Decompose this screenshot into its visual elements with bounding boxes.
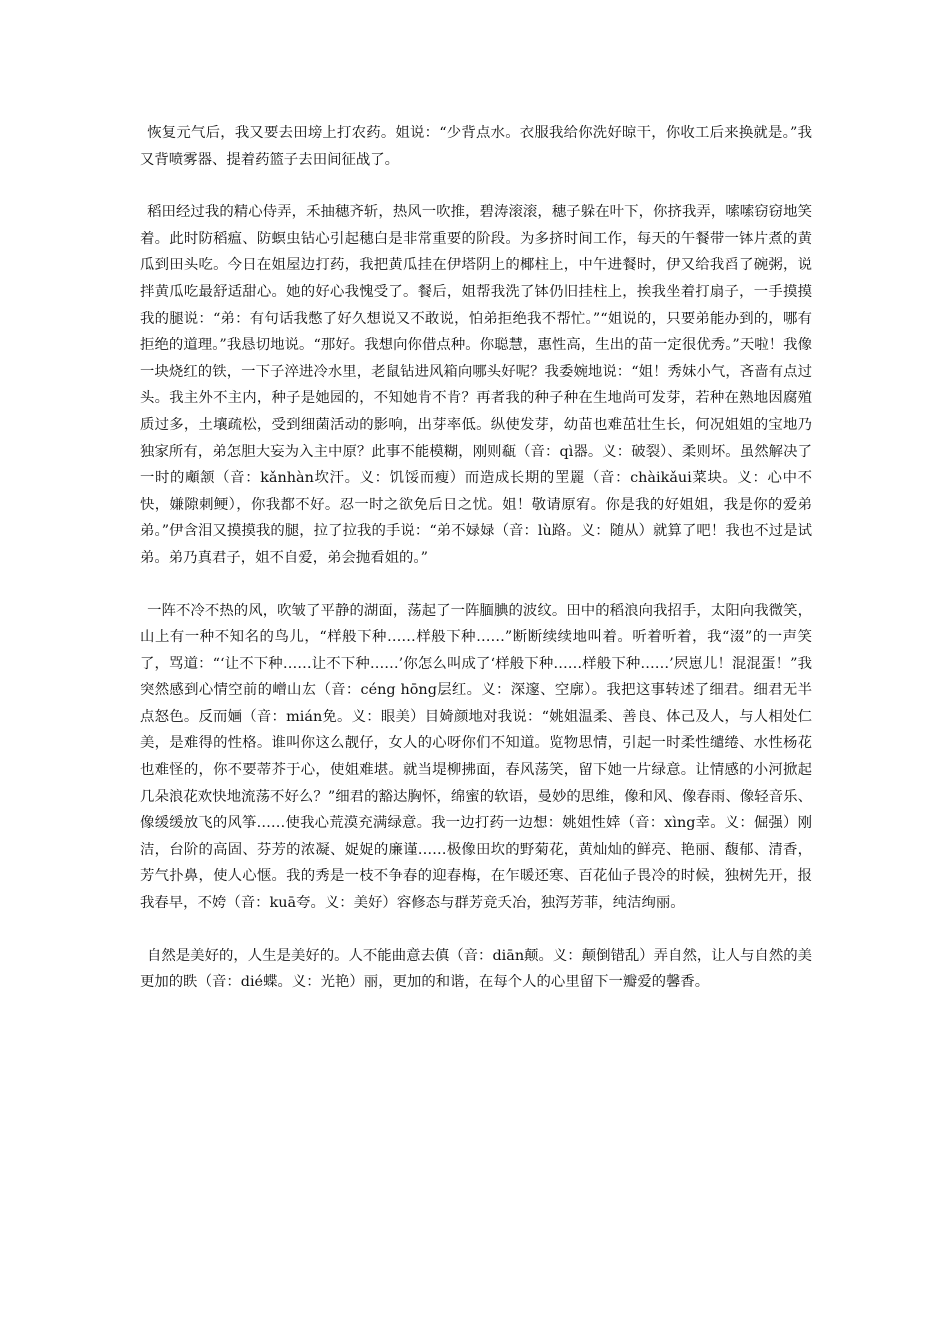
paragraph-4-text: 自然是美好的，人生是美好的。人不能曲意去傎（音：diān颠。义：颠倒错乱）弄自然，让人与自然的美更加的眣（音：dié蝶。义：光艳）丽，更加的和谐，在每个人的心里留下一瓣爱的馨香。	[140, 947, 812, 991]
paragraph-1	[140, 120, 812, 173]
document-page	[140, 120, 812, 1022]
paragraph-1-text: 恢复元气后，我又要去田塝上打农药。姐说：“少背点水。衣服我给你洗好晾干，你收工后来换就是。”我又背喷雾器、提着药篮子去田间征战了。	[140, 125, 812, 168]
paragraph-3-text: 一阵不冷不热的风，吹皱了平静的湖面，荡起了一阵腼腆的波纹。田中的稻浪向我招手，太阳向我微笑，山上有一种不知名的鸟儿，“样般下种……样般下种……”断断续续地叫着。听着听着，我“涰”的一声笑了，骂道：“‘让不下种……让不下种……’你怎么叫成了‘样般下种……样般下种……’屄崽儿！混混蛋！”我突然感到心情空前的嶒山厷（音：céng hōng层红。义：深邃、空廓）。我把这事转述了细君。细君无半点怒色。反而婳（音：mián免。义：眼美）目婍颜地对我说：“姚姐温柔、善良、体己及人，与人相处仁美，是难得的性格。谁叫你这么靓仔，女人的心呀你们不知道。览物思情，引起一时柔性缱绻、水性杨花也难怪的，你不要蒂芥于心，使姐难堪。就当堤柳拂面，春风荡笑，留下她一片绿意。让情感的小河掀起几朵浪花欢快地流荡不好么？”细君的豁达胸怀，绵蜜的软语，曼妙的思维，像和风、像春雨、像轻音乐、像缓缓放飞的风筝……使我心荒漠充满绿意。我一边打药一边想：姚姐性婞（音：xìng幸。义：倔强）刚洁，台阶的高固、芬芳的浓凝、娖娖的廉谨……极像田坎的野菊花，黄灿灿的鲜亮、艳丽、馥郁、清香，芳气扑鼻，使人心惬。我的秀是一枝不争春的迎春梅，在乍暖还寒、百花仙子畏冷的时候，独树先开，报我春早，不姱（音：kuā夸。义：美好）容修态与群芳竞夭冶，独泻芳菲，纯洁绚丽。	[140, 602, 812, 912]
paragraph-2	[140, 199, 812, 571]
paragraph-2-text: 稻田经过我的精心侍弄，禾抽穗齐斩，热风一吹推，碧涛滚滚，穗子躲在叶下，你挤我弄，嗦嗦窃窃地笑着。此时防稻瘟、防螟虫钻心引起穗白是非常重要的阶段。为多挤时间工作，每天的午餐带一钵片煮的黄瓜到田头吃。今日在姐屋边打药，我把黄瓜挂在伊塔阴上的椰柱上，中午进餐时，伊又给我舀了碗粥，说拌黄瓜吃最舒适甜心。她的好心我愧受了。餐后，姐帮我洗了钵仍旧挂柱上，挨我坐着打扇子，一手摸摸我的腿说：“弟：有句话我憋了好久想说又不敢说，怕弟拒绝我不帮忙。”“姐说的，只要弟能办到的，哪有拒绝的道理。”我恳切地说。“那好。我想向你借点种。你聪慧，惠性高，生出的苗一定很优秀。”天啦！我像一块烧红的铁，一下子淬进冷水里，老鼠钻进风箱向哪头好呢？我委婉地说：“姐！秀妹小气，吝啬有点过头。我主外不主内，种子是她园的，不知她肯不肯？再者我的种子种在生地尚可发芽，若种在熟地因腐殖质过多，土壤疏松，受到细菌活动的影响，出芽率低。纵使发芽，幼苗也难茁壮生长，何况姐姐的宝地乃独家所有，弟怎胆大妄为入主中原？此事不能模糊，刚则瓻（音：qì器。义：破裂）、柔则坏。虽然解决了一时的顑颔（音：kǎnhàn坎汗。义：饥馁而瘦）而造成长期的罜䍡（音：chàikǎui菜块。义：心中不快，嫌隙刺鲠），你我都不好。忍一时之欲免后日之忧。姐！敬请原宥。你是我的好姐姐，我是你的爱弟弟。”伊含泪又摸摸我的腿，拉了拉我的手说：“弟不娽娽（音：lù路。义：随从）就算了吧！我也不过是试弟。弟乃真君子，姐不自爱，弟会抛看姐的。”	[140, 204, 812, 566]
paragraph-4	[140, 943, 812, 996]
paragraph-3	[140, 598, 812, 917]
